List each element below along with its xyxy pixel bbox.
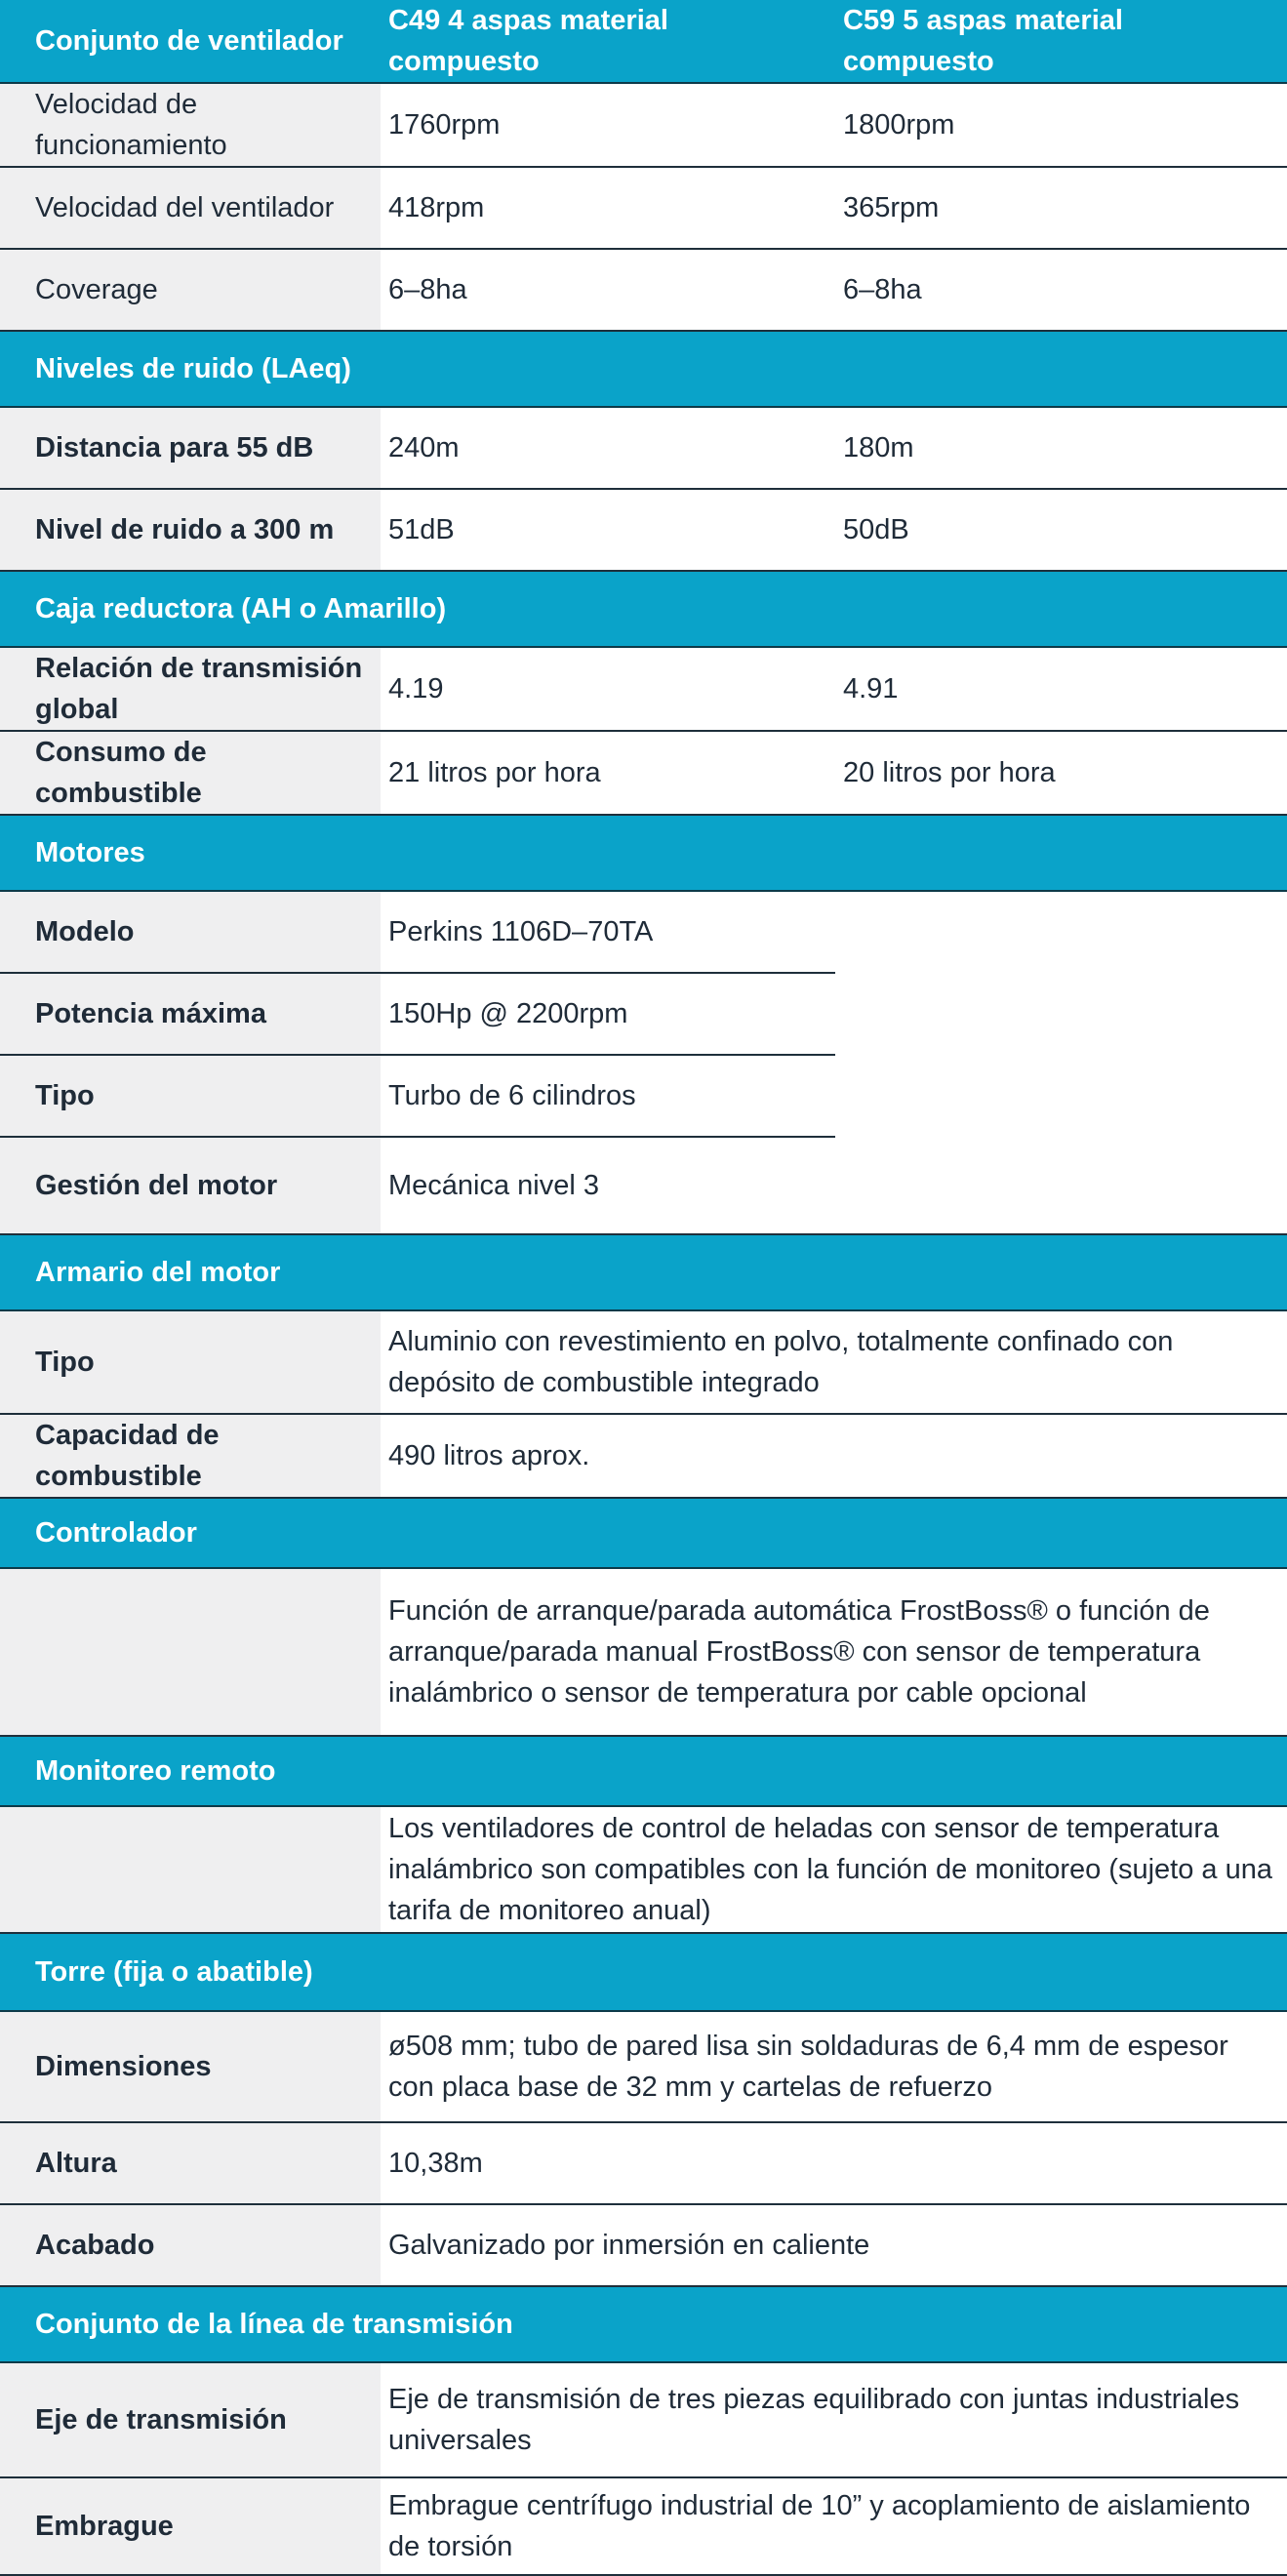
row-label-noise-level: Nivel de ruido a 300 m <box>0 489 381 571</box>
section-noise <box>0 331 1287 407</box>
table-row <box>0 1055 1287 1137</box>
row-label-cabinet-type: Tipo <box>0 1310 381 1414</box>
table-row <box>0 1568 1287 1736</box>
row-label-shaft: Eje de transmisión <box>0 2362 381 2477</box>
value-shaft: Eje de transmisión de tres piezas equilibrado con juntas industriales universales <box>381 2362 1287 2477</box>
table-row <box>0 407 1287 489</box>
value-finish: Galvanizado por inmersión en caliente <box>381 2204 1287 2286</box>
section-remote-monitoring <box>0 1736 1287 1806</box>
table-row <box>0 2122 1287 2204</box>
table-row <box>0 1806 1287 1933</box>
value-fuel-c49: 21 litros por hora <box>381 731 835 815</box>
table-row <box>0 167 1287 249</box>
value-ratio-c49: 4.19 <box>381 647 835 731</box>
value-distance-c59: 180m <box>835 407 1287 489</box>
value-dimensions: ø508 mm; tubo de pared lisa sin soldaduras de 6,4 mm de espesor con placa base de 32 mm y cartelas de refuerzo <box>381 2011 1287 2122</box>
section-title-tower: Torre (fija o abatible) <box>0 1933 1287 2011</box>
value-speed-fan-c49: 418rpm <box>381 167 835 249</box>
table-row <box>0 647 1287 731</box>
table-row <box>0 2011 1287 2122</box>
section-title-engines: Motores <box>0 815 1287 891</box>
section-title-driveline: Conjunto de la línea de transmisión <box>0 2286 1287 2362</box>
table-row <box>0 2204 1287 2286</box>
table-row <box>0 2362 1287 2477</box>
table-row <box>0 83 1287 167</box>
row-label-fuel-consumption: Consumo de combustible <box>0 731 381 815</box>
value-ratio-c59: 4.91 <box>835 647 1287 731</box>
table-row <box>0 249 1287 331</box>
row-label-finish: Acabado <box>0 2204 381 2286</box>
value-speed-op-c59: 1800rpm <box>835 83 1287 167</box>
value-model: Perkins 1106D–70TA <box>381 891 835 973</box>
section-title-controller: Controlador <box>0 1498 1287 1568</box>
table-row <box>0 731 1287 815</box>
row-label-distance: Distancia para 55 dB <box>0 407 381 489</box>
row-label-speed-fan: Velocidad del ventilador <box>0 167 381 249</box>
section-title-cabinet: Armario del motor <box>0 1234 1287 1310</box>
row-label-clutch: Embrague <box>0 2477 381 2575</box>
row-label-dimensions: Dimensiones <box>0 2011 381 2122</box>
table-row <box>0 973 1287 1055</box>
value-speed-op-c49: 1760rpm <box>381 83 835 167</box>
row-label-fuel-capacity: Capacidad de combustible <box>0 1414 381 1498</box>
table-row <box>0 1310 1287 1414</box>
section-gearbox <box>0 571 1287 647</box>
header-c49: C49 4 aspas material compuesto <box>381 0 835 83</box>
value-management: Mecánica nivel 3 <box>381 1137 1287 1234</box>
row-label-power: Potencia máxima <box>0 973 381 1055</box>
value-remote: Los ventiladores de control de heladas con sensor de temperatura inalámbrico son compatibles con la función de monitoreo (sujeto a una tarifa de monitoreo anual) <box>381 1806 1287 1933</box>
value-noise-level-c59: 50dB <box>835 489 1287 571</box>
row-label-coverage: Coverage <box>0 249 381 331</box>
row-label-speed-op: Velocidad de funcionamiento <box>0 83 381 167</box>
header-label: Conjunto de ventilador <box>0 0 381 83</box>
value-height: 10,38m <box>381 2122 1287 2204</box>
section-cabinet <box>0 1234 1287 1310</box>
section-engines <box>0 815 1287 891</box>
value-coverage-c59: 6–8ha <box>835 249 1287 331</box>
table-row <box>0 1414 1287 1498</box>
row-label-management: Gestión del motor <box>0 1137 381 1234</box>
table-row <box>0 489 1287 571</box>
row-label-height: Altura <box>0 2122 381 2204</box>
row-label-engine-type: Tipo <box>0 1055 381 1137</box>
value-clutch: Embrague centrífugo industrial de 10” y acoplamiento de aislamiento de torsión <box>381 2477 1287 2575</box>
value-controller: Función de arranque/parada automática FrostBoss® o función de arranque/parada manual FrostBoss® con sensor de temperatura inalámbrico o sensor de temperatura por cable opcional <box>381 1568 1287 1736</box>
row-label-model: Modelo <box>0 891 381 973</box>
value-engine-type: Turbo de 6 cilindros <box>381 1055 835 1137</box>
section-controller <box>0 1498 1287 1568</box>
value-power: 150Hp @ 2200rpm <box>381 973 835 1055</box>
value-distance-c49: 240m <box>381 407 835 489</box>
value-noise-level-c49: 51dB <box>381 489 835 571</box>
table-row <box>0 891 1287 973</box>
header-c59: C59 5 aspas material compuesto <box>835 0 1287 83</box>
section-title-noise: Niveles de ruido (LAeq) <box>0 331 1287 407</box>
table-header-row <box>0 0 1287 83</box>
value-speed-fan-c59: 365rpm <box>835 167 1287 249</box>
section-driveline <box>0 2286 1287 2362</box>
section-title-remote: Monitoreo remoto <box>0 1736 1287 1806</box>
value-cabinet-type: Aluminio con revestimiento en polvo, totalmente confinado con depósito de combustible integrado <box>381 1310 1287 1414</box>
value-coverage-c49: 6–8ha <box>381 249 835 331</box>
table-row <box>0 1137 1287 1234</box>
value-fuel-capacity: 490 litros aprox. <box>381 1414 1287 1498</box>
row-label-ratio: Relación de transmisión global <box>0 647 381 731</box>
section-title-gearbox: Caja reductora (AH o Amarillo) <box>0 571 1287 647</box>
value-fuel-c59: 20 litros por hora <box>835 731 1287 815</box>
section-tower <box>0 1933 1287 2011</box>
table-row <box>0 2477 1287 2575</box>
